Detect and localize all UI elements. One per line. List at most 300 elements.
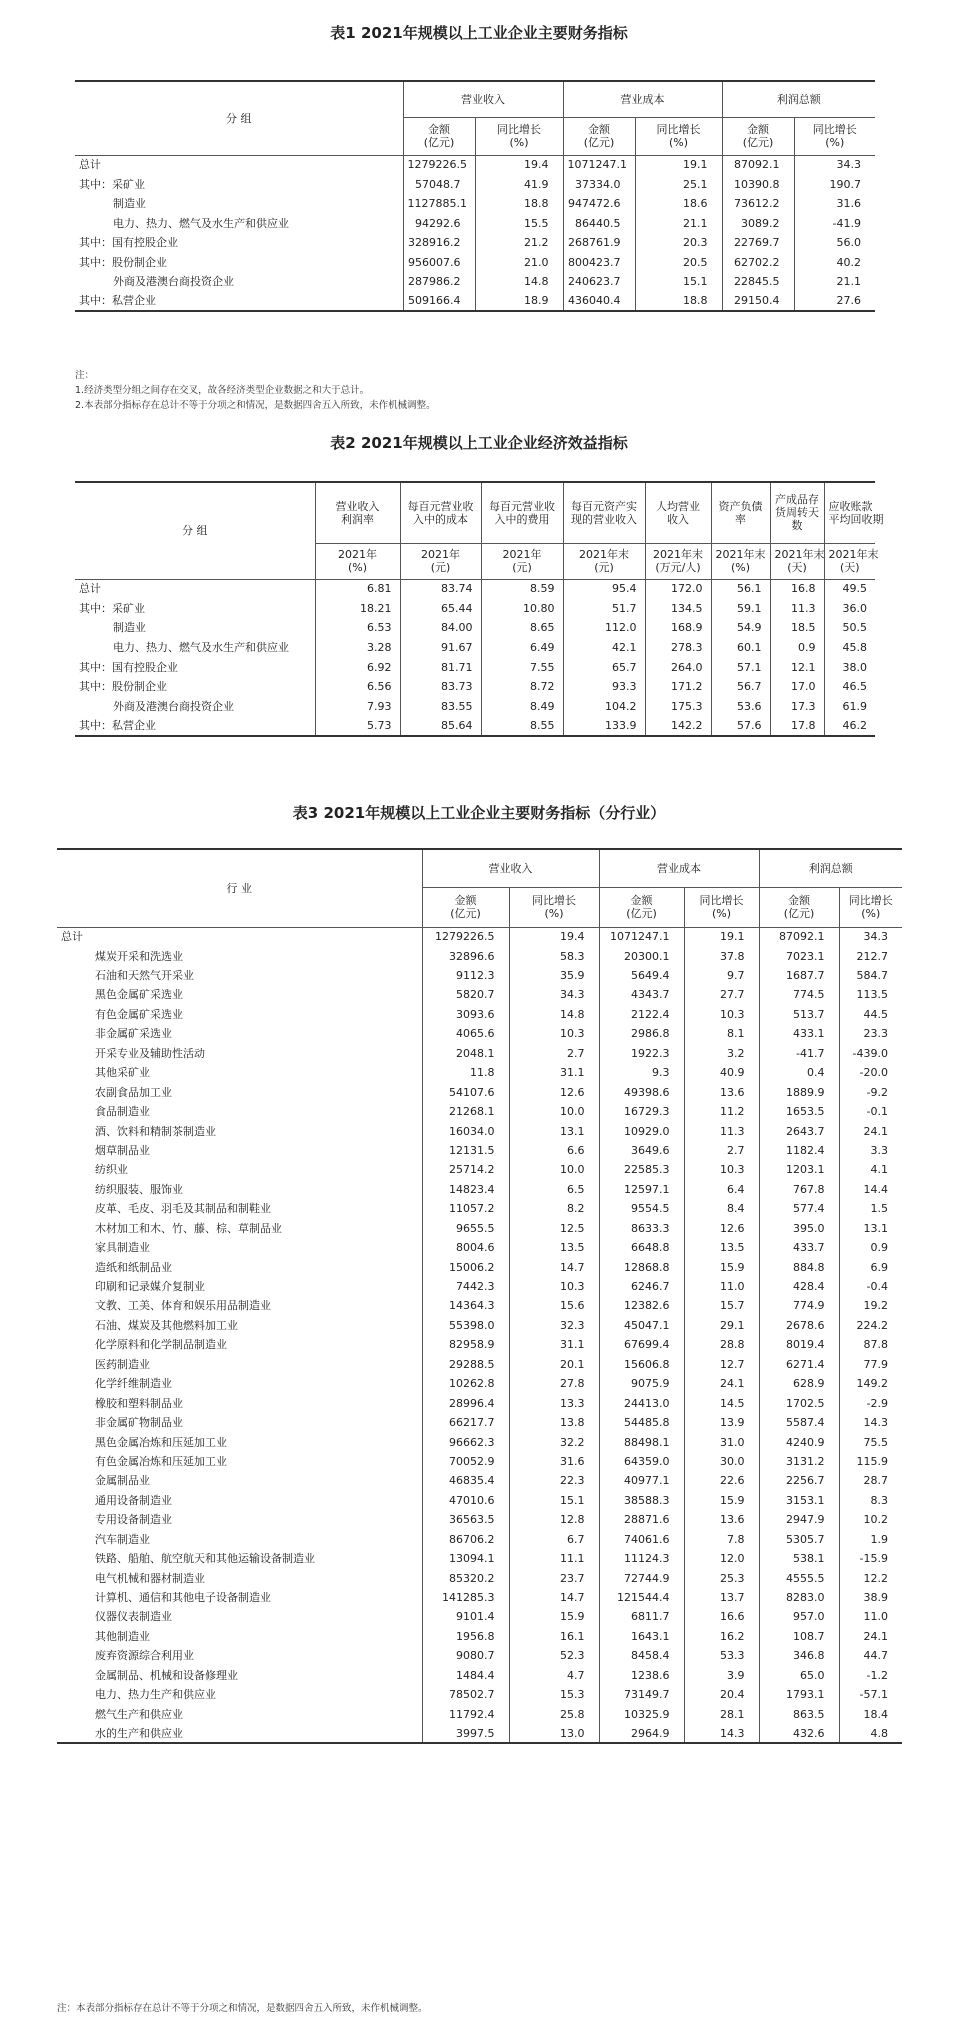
table3-cell: 12597.1 [599, 1180, 684, 1199]
table2-row [75, 716, 875, 736]
t2-col-header: 产成品存 货周转天 数 [770, 482, 824, 543]
table1-row-label: 其中：采矿业 [79, 177, 145, 191]
table3-cell: 1956.8 [422, 1627, 509, 1646]
table3-cell: 8.1 [684, 1024, 759, 1043]
table3-row-label: 煤炭开采和洗选业 [95, 949, 183, 963]
table3-row [57, 1083, 902, 1102]
table3-cell: -41.7 [759, 1044, 839, 1063]
table1-group-header: 利润总额 [722, 81, 875, 117]
table3-cell: 40.9 [684, 1063, 759, 1082]
table3-cell: 432.6 [759, 1724, 839, 1743]
table1-row [75, 194, 875, 214]
table3-cell: 58.3 [509, 946, 599, 965]
table3-cell: 212.7 [839, 946, 902, 965]
table2-cell: 91.67 [400, 638, 481, 658]
table3-cell: 0.4 [759, 1063, 839, 1082]
table3-cell: 87092.1 [759, 927, 839, 946]
table3-cell: 10.2 [839, 1510, 902, 1529]
table2-row [75, 599, 875, 619]
table3-cell: 87.8 [839, 1335, 902, 1354]
table2-cell: 93.3 [563, 677, 645, 697]
table3-cell: -20.0 [839, 1063, 902, 1082]
table3-cell: 3131.2 [759, 1452, 839, 1471]
table1-cell: -41.9 [794, 214, 875, 234]
table2-cell: 61.9 [824, 697, 875, 717]
table1-cell: 1279226.5 [403, 155, 475, 175]
table3-cell: 8.2 [509, 1199, 599, 1218]
table3-row-label: 黑色金属冶炼和压延加工业 [95, 1435, 227, 1449]
table3-row-label: 黑色金属矿采选业 [95, 988, 183, 1002]
table3-cell: 16034.0 [422, 1121, 509, 1140]
t2-col-unit: 2021年末 (元) [563, 543, 645, 579]
table3-note [57, 2001, 428, 2016]
table3-cell: 14.7 [509, 1588, 599, 1607]
table2-cell: 83.55 [400, 697, 481, 717]
table3-cell: 31.6 [509, 1452, 599, 1471]
table3-cell: 9.3 [599, 1063, 684, 1082]
table3-cell: 28871.6 [599, 1510, 684, 1529]
table1-cell: 10390.8 [722, 175, 794, 195]
table3-cell: 54485.8 [599, 1413, 684, 1432]
table3-cell: 37.8 [684, 946, 759, 965]
table3-cell: 15.1 [509, 1491, 599, 1510]
table3-row [57, 1491, 902, 1510]
table3-cell: 4.8 [839, 1724, 902, 1743]
table1-cell: 1127885.1 [403, 194, 475, 214]
table3-cell: 2643.7 [759, 1121, 839, 1140]
table2-col-label: 分 组 [75, 482, 315, 579]
table3-sub-amount: 金额 (亿元) [759, 887, 839, 927]
table3-row [57, 1685, 902, 1704]
t2-col-header: 营业收入 利润率 [315, 482, 400, 543]
table3-cell: 1279226.5 [422, 927, 509, 946]
table3-cell: 15.6 [509, 1296, 599, 1315]
table3-cell: 6648.8 [599, 1238, 684, 1257]
table3-row-label: 食品制造业 [95, 1105, 150, 1119]
table3-cell: 0.9 [839, 1238, 902, 1257]
table3-cell: 8458.4 [599, 1646, 684, 1665]
table2-cell: 50.5 [824, 618, 875, 638]
table3-row-label: 仪器仪表制造业 [95, 1610, 172, 1624]
table2-cell: 264.0 [645, 657, 711, 677]
table2-row [75, 618, 875, 638]
table3-cell: 12.2 [839, 1568, 902, 1587]
table2-cell: 57.6 [711, 716, 770, 736]
table3-row [57, 1471, 902, 1490]
table3-cell: 22585.3 [599, 1160, 684, 1179]
table2-cell: 10.80 [481, 599, 563, 619]
table3-cell: 16.6 [684, 1607, 759, 1626]
table1-cell: 87092.1 [722, 155, 794, 175]
table1-cell: 34.3 [794, 155, 875, 175]
table3-cell: 38588.3 [599, 1491, 684, 1510]
table3-cell: 34.3 [509, 985, 599, 1004]
table1-cell: 15.5 [475, 214, 563, 234]
table1-title: 表1 2021年规模以上工业企业主要财务指标 [330, 24, 628, 42]
table2-cell: 6.49 [481, 638, 563, 658]
table1-row [75, 233, 875, 253]
table3-row [57, 1588, 902, 1607]
table3-cell: 2.7 [684, 1141, 759, 1160]
table1-cell: 25.1 [635, 175, 722, 195]
table2-row-label: 制造业 [113, 621, 146, 635]
table2-row [75, 657, 875, 677]
table2-cell: 6.56 [315, 677, 400, 697]
table3-cell: 19.2 [839, 1296, 902, 1315]
table3-cell: 6246.7 [599, 1277, 684, 1296]
t2-col-unit: 2021年 (元) [400, 543, 481, 579]
table2-cell: 16.8 [770, 579, 824, 599]
t2-col-unit: 2021年末 (%) [711, 543, 770, 579]
table3-cell: 14364.3 [422, 1296, 509, 1315]
table3-row [57, 1530, 902, 1549]
table3-cell: 15.9 [684, 1491, 759, 1510]
table3-cell: 14.8 [509, 1005, 599, 1024]
table2-row [75, 697, 875, 717]
table2-cell: 18.21 [315, 599, 400, 619]
table3-cell: 863.5 [759, 1705, 839, 1724]
table3-cell: 1702.5 [759, 1394, 839, 1413]
table1-cell: 509166.4 [403, 292, 475, 312]
table3-cell: 77.9 [839, 1355, 902, 1374]
table3-cell: 35.9 [509, 966, 599, 985]
table3-cell: 4240.9 [759, 1432, 839, 1451]
table3-cell: 7023.1 [759, 946, 839, 965]
table3-cell: 12131.5 [422, 1141, 509, 1160]
table3-cell: 31.1 [509, 1063, 599, 1082]
table2-row-label: 总计 [79, 582, 101, 596]
table3 [57, 848, 902, 1744]
table3-cell: 20.1 [509, 1355, 599, 1374]
table3-cell: 121544.4 [599, 1588, 684, 1607]
table3-group-header: 营业收入 [422, 849, 599, 887]
table1 [75, 80, 875, 312]
table3-cell: 4343.7 [599, 985, 684, 1004]
table1-cell: 18.8 [635, 292, 722, 312]
table1-sub-growth: 同比增长 (%) [475, 117, 563, 155]
table3-cell: 1.9 [839, 1530, 902, 1549]
table3-cell: 10.0 [509, 1102, 599, 1121]
table1-cell: 328916.2 [403, 233, 475, 253]
table3-cell: 4555.5 [759, 1568, 839, 1587]
table3-cell: 13.7 [684, 1588, 759, 1607]
table3-cell: 7442.3 [422, 1277, 509, 1296]
table3-row [57, 1121, 902, 1140]
table3-row-label: 化学纤维制造业 [95, 1377, 172, 1391]
table3-cell: 428.4 [759, 1277, 839, 1296]
table3-cell: 13.1 [839, 1219, 902, 1238]
table3-row-label: 家具制造业 [95, 1241, 150, 1255]
table3-cell: 86706.2 [422, 1530, 509, 1549]
table1-cell: 31.6 [794, 194, 875, 214]
table3-row [57, 1316, 902, 1335]
table3-cell: 72744.9 [599, 1568, 684, 1587]
table3-cell: 88498.1 [599, 1432, 684, 1451]
table3-cell: 2122.4 [599, 1005, 684, 1024]
table3-cell: 78502.7 [422, 1685, 509, 1704]
table1-cell: 20.3 [635, 233, 722, 253]
table3-cell: 3153.1 [759, 1491, 839, 1510]
table3-cell: 11057.2 [422, 1199, 509, 1218]
table3-row [57, 1141, 902, 1160]
table3-col-label: 行 业 [57, 849, 422, 927]
table1-cell: 29150.4 [722, 292, 794, 312]
t2-col-unit: 2021年末 (天) [770, 543, 824, 579]
table2-cell: 95.4 [563, 579, 645, 599]
table3-row [57, 966, 902, 985]
table2-cell: 65.7 [563, 657, 645, 677]
table3-cell: 14.4 [839, 1180, 902, 1199]
table1-row [75, 292, 875, 312]
table3-row [57, 1335, 902, 1354]
table3-cell: 8004.6 [422, 1238, 509, 1257]
table1-group-header: 营业收入 [403, 81, 563, 117]
table2-cell: 7.93 [315, 697, 400, 717]
table3-cell: 44.7 [839, 1646, 902, 1665]
table2-cell: 57.1 [711, 657, 770, 677]
table3-cell: 65.0 [759, 1666, 839, 1685]
table3-cell: 1238.6 [599, 1666, 684, 1685]
table1-cell: 57048.7 [403, 175, 475, 195]
t2-col-header: 人均营业 收入 [645, 482, 711, 543]
table2-cell: 45.8 [824, 638, 875, 658]
table3-cell: 2048.1 [422, 1044, 509, 1063]
table3-row [57, 1724, 902, 1743]
table1-cell: 40.2 [794, 253, 875, 273]
table3-cell: 3093.6 [422, 1005, 509, 1024]
table3-row [57, 1452, 902, 1471]
table3-cell: 22.3 [509, 1471, 599, 1490]
table3-cell: 224.2 [839, 1316, 902, 1335]
table2-cell: 8.49 [481, 697, 563, 717]
t2-col-unit: 2021年末 (天) [824, 543, 875, 579]
table3-row-label: 木材加工和木、竹、藤、棕、草制品业 [95, 1221, 282, 1235]
table2-cell: 112.0 [563, 618, 645, 638]
table2-row-label: 其中：股份制企业 [79, 680, 167, 694]
table3-cell: 29288.5 [422, 1355, 509, 1374]
table3-cell: 66217.7 [422, 1413, 509, 1432]
table2-cell: 46.2 [824, 716, 875, 736]
table3-cell: 346.8 [759, 1646, 839, 1665]
table2-cell: 104.2 [563, 697, 645, 717]
table2-title: 表2 2021年规模以上工业企业经济效益指标 [330, 434, 628, 452]
table3-cell: 31.0 [684, 1432, 759, 1451]
table3-cell: 2256.7 [759, 1471, 839, 1490]
table2-cell: 83.74 [400, 579, 481, 599]
table3-cell: -439.0 [839, 1044, 902, 1063]
table3-cell: 21268.1 [422, 1102, 509, 1121]
table2-cell: 8.55 [481, 716, 563, 736]
table3-row-label: 造纸和纸制品业 [95, 1260, 172, 1274]
table2-cell: 51.7 [563, 599, 645, 619]
table3-cell: 16729.3 [599, 1102, 684, 1121]
table1-cell: 15.1 [635, 272, 722, 292]
table3-cell: 3.3 [839, 1141, 902, 1160]
table3-row [57, 1277, 902, 1296]
table3-cell: 2964.9 [599, 1724, 684, 1743]
table3-cell: 3.9 [684, 1666, 759, 1685]
table2-cell: 84.00 [400, 618, 481, 638]
table3-row [57, 1607, 902, 1626]
table2-cell: 7.55 [481, 657, 563, 677]
table3-cell: 3.2 [684, 1044, 759, 1063]
table1-sub-growth: 同比增长 (%) [635, 117, 722, 155]
table3-row [57, 985, 902, 1004]
table3-row [57, 1102, 902, 1121]
table3-cell: 44.5 [839, 1005, 902, 1024]
table3-row-label: 金属制品、机械和设备修理业 [95, 1668, 238, 1682]
table3-cell: 11.0 [684, 1277, 759, 1296]
table3-cell: 2.7 [509, 1044, 599, 1063]
table3-cell: 55398.0 [422, 1316, 509, 1335]
table1-cell: 19.1 [635, 155, 722, 175]
table3-cell: 433.7 [759, 1238, 839, 1257]
table3-row [57, 1238, 902, 1257]
table2-cell: 6.92 [315, 657, 400, 677]
table3-row [57, 1257, 902, 1276]
table3-row [57, 1374, 902, 1393]
table1-cell: 3089.2 [722, 214, 794, 234]
table3-cell: 5649.4 [599, 966, 684, 985]
table3-cell: 67699.4 [599, 1335, 684, 1354]
table3-row [57, 1394, 902, 1413]
table3-cell: 5587.4 [759, 1413, 839, 1432]
table2-cell: 172.0 [645, 579, 711, 599]
table1-cell: 18.6 [635, 194, 722, 214]
table3-cell: 15006.2 [422, 1257, 509, 1276]
table3-row-label: 非金属矿物制品业 [95, 1416, 183, 1430]
table2-cell: 6.53 [315, 618, 400, 638]
table3-cell: 20300.1 [599, 946, 684, 965]
table3-cell: 15.7 [684, 1296, 759, 1315]
table3-group-header: 利润总额 [759, 849, 902, 887]
table3-cell: 1653.5 [759, 1102, 839, 1121]
table3-row-label: 有色金属冶炼和压延加工业 [95, 1454, 227, 1468]
table3-cell: 3649.6 [599, 1141, 684, 1160]
table3-row [57, 1568, 902, 1587]
table2-row [75, 579, 875, 599]
table3-cell: 10.0 [509, 1160, 599, 1179]
table2-cell: 278.3 [645, 638, 711, 658]
table3-row-label: 电力、热力生产和供应业 [95, 1688, 216, 1702]
table1-cell: 37334.0 [563, 175, 635, 195]
table2-row-label: 电力、热力、燃气及水生产和供应业 [113, 640, 289, 654]
table3-row [57, 1005, 902, 1024]
table3-row [57, 1044, 902, 1063]
table1-col-label: 分 组 [75, 81, 403, 155]
table3-row-label: 废弃资源综合利用业 [95, 1649, 194, 1663]
table3-cell: 767.8 [759, 1180, 839, 1199]
table3-cell: 584.7 [839, 966, 902, 985]
table3-cell: 10.3 [684, 1005, 759, 1024]
table1-cell: 19.4 [475, 155, 563, 175]
table3-cell: 64359.0 [599, 1452, 684, 1471]
table3-cell: -15.9 [839, 1549, 902, 1568]
table3-row-label: 通用设备制造业 [95, 1493, 172, 1507]
table3-cell: 5820.7 [422, 985, 509, 1004]
table3-row-label: 金属制品业 [95, 1474, 150, 1488]
table2-cell: 56.7 [711, 677, 770, 697]
table3-cell: 28996.4 [422, 1394, 509, 1413]
table3-cell: 1687.7 [759, 966, 839, 985]
table1-row-label: 电力、热力、燃气及水生产和供应业 [113, 216, 289, 230]
table2-cell: 5.73 [315, 716, 400, 736]
table1-cell: 21.1 [635, 214, 722, 234]
table3-cell: 28.7 [839, 1471, 902, 1490]
table3-cell: 34.3 [839, 927, 902, 946]
table2-cell: 36.0 [824, 599, 875, 619]
table3-cell: 36563.5 [422, 1510, 509, 1529]
table3-row [57, 1510, 902, 1529]
table3-row-label: 水的生产和供应业 [95, 1726, 183, 1740]
table3-cell: 1922.3 [599, 1044, 684, 1063]
table3-cell: 15.9 [509, 1607, 599, 1626]
table3-cell: 13.6 [684, 1510, 759, 1529]
table3-row [57, 1180, 902, 1199]
table3-row-label: 有色金属矿采选业 [95, 1007, 183, 1021]
table3-cell: 25.3 [684, 1568, 759, 1587]
table2-cell: 17.0 [770, 677, 824, 697]
table2-cell: 134.5 [645, 599, 711, 619]
table3-cell: 13.9 [684, 1413, 759, 1432]
table3-cell: 15.3 [509, 1685, 599, 1704]
table2-cell: 175.3 [645, 697, 711, 717]
table3-cell: 19.1 [684, 927, 759, 946]
table3-cell: 395.0 [759, 1219, 839, 1238]
table3-cell: 11.3 [684, 1121, 759, 1140]
table3-row-label: 农副食品加工业 [95, 1085, 172, 1099]
table3-cell: 9.7 [684, 966, 759, 985]
table3-cell: 10.3 [509, 1277, 599, 1296]
table1-cell: 56.0 [794, 233, 875, 253]
table3-cell: 24.1 [839, 1627, 902, 1646]
table3-cell: -0.1 [839, 1102, 902, 1121]
table3-row-label: 铁路、船舶、航空航天和其他运输设备制造业 [95, 1552, 315, 1566]
table3-cell: 774.5 [759, 985, 839, 1004]
table2-row-label: 其中：私营企业 [79, 718, 156, 732]
table3-cell: 24.1 [839, 1121, 902, 1140]
table3-row [57, 1627, 902, 1646]
table3-row-label: 纺织业 [95, 1163, 128, 1177]
table3-cell: 9101.4 [422, 1607, 509, 1626]
table3-row-label: 开采专业及辅助性活动 [95, 1046, 205, 1060]
table3-cell: 141285.3 [422, 1588, 509, 1607]
table3-cell: 25.8 [509, 1705, 599, 1724]
table1-row-label: 其中：私营企业 [79, 294, 156, 308]
table2-cell: 42.1 [563, 638, 645, 658]
table3-cell: 18.4 [839, 1705, 902, 1724]
table1-cell: 21.1 [794, 272, 875, 292]
table3-cell: 577.4 [759, 1199, 839, 1218]
table3-row [57, 1296, 902, 1315]
table3-cell: 2678.6 [759, 1316, 839, 1335]
table3-cell: 149.2 [839, 1374, 902, 1393]
table3-cell: 19.4 [509, 927, 599, 946]
table1-row [75, 175, 875, 195]
table3-cell: 27.8 [509, 1374, 599, 1393]
table2-cell: 8.72 [481, 677, 563, 697]
table3-cell: 1.5 [839, 1199, 902, 1218]
table1-cell: 73612.2 [722, 194, 794, 214]
table1-cell: 268761.9 [563, 233, 635, 253]
table3-cell: 433.1 [759, 1024, 839, 1043]
table3-cell: 10262.8 [422, 1374, 509, 1393]
table2-row-label: 外商及港澳台商投资企业 [113, 699, 234, 713]
table3-cell: -9.2 [839, 1083, 902, 1102]
table3-cell: 10.3 [509, 1024, 599, 1043]
table3-cell: 1793.1 [759, 1685, 839, 1704]
table3-row [57, 1666, 902, 1685]
